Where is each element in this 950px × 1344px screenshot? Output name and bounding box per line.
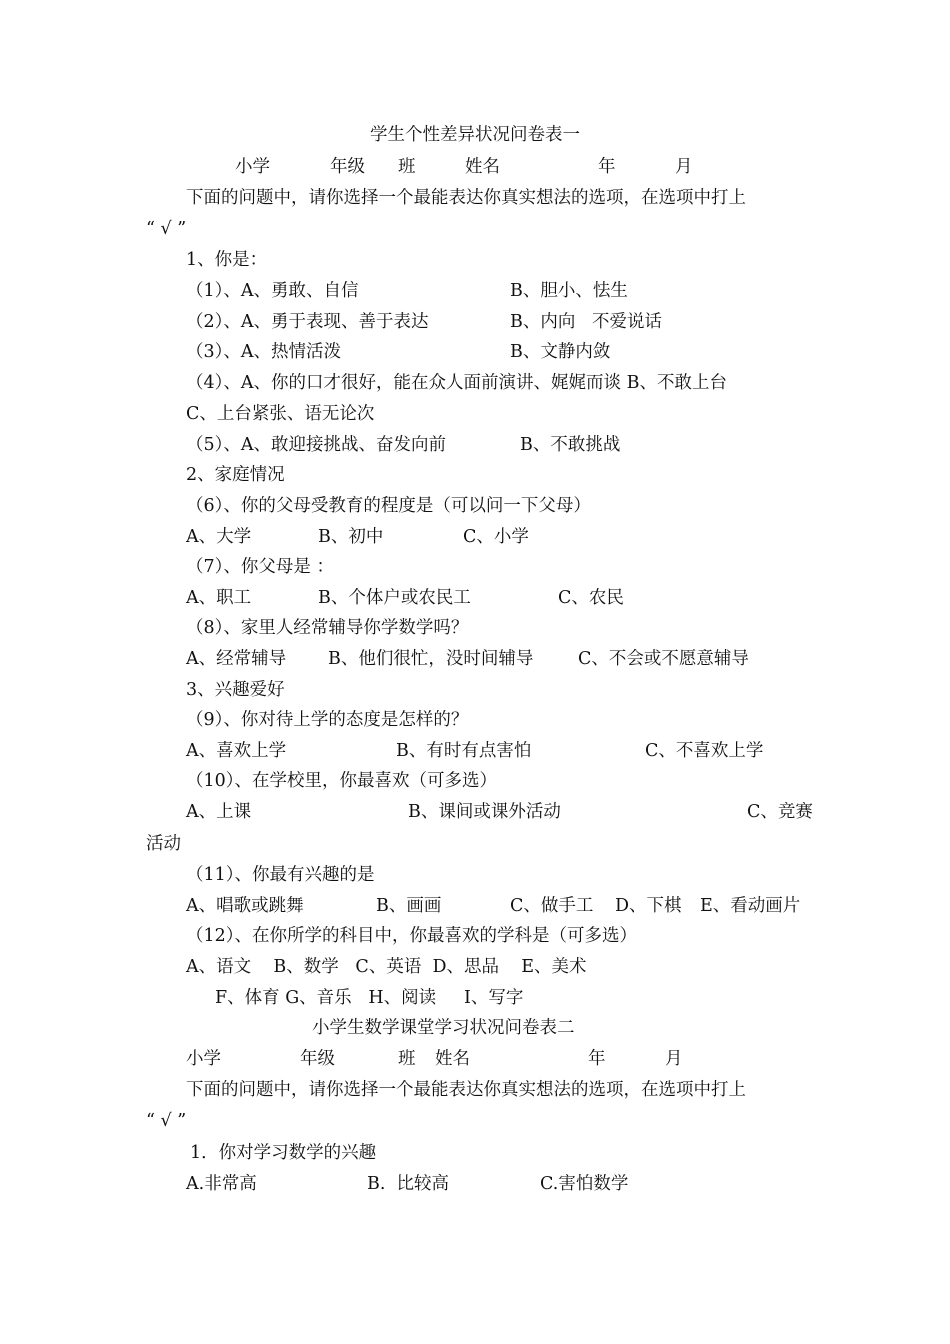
q11-stem: （11）、你最有兴趣的是 — [186, 865, 375, 885]
form1-header-class: 班 — [398, 157, 416, 177]
form2-instruction: 下面的问题中，请你选择一个最能表达你真实想法的选项，在选项中打上 — [186, 1080, 746, 1100]
form2-q1-option-c: C.害怕数学 — [540, 1174, 629, 1194]
q9-option-c: C、不喜欢上学 — [645, 741, 764, 761]
q5-option-b: B、不敢挑战 — [520, 435, 621, 455]
q4-line1: （4）、A、你的口才很好，能在众人面前演讲、娓娓而谈 B、不敢上台 — [186, 373, 727, 393]
form2-checkmark: “ √ ” — [146, 1111, 187, 1131]
section2-title: 2、家庭情况 — [186, 465, 285, 485]
form2-q1-stem: 1．你对学习数学的兴趣 — [190, 1143, 377, 1163]
q6-option-c: C、小学 — [463, 527, 529, 547]
q6-option-b: B、初中 — [318, 527, 384, 547]
q10-option-a: A、上课 — [186, 802, 252, 822]
q8-option-a: A、经常辅导 — [186, 649, 287, 669]
q12-options-row1: A、语文 B、数学 C、英语 D、思品 E、美术 — [186, 957, 587, 977]
q7-option-a: A、职工 — [186, 588, 252, 608]
q3-option-b: B、文静内敛 — [510, 342, 611, 362]
q6-stem: （6）、你的父母受教育的程度是（可以问一下父母） — [186, 496, 591, 516]
q11-option-a: A、唱歌或跳舞 — [186, 896, 304, 916]
q4-line2: C、上台紧张、语无论次 — [186, 404, 375, 424]
q1-stem: （1）、A、勇敢、自信 — [186, 281, 359, 301]
q7-stem: （7）、你父母是 ： — [186, 557, 334, 577]
form1-header-school: 小学 — [235, 157, 270, 177]
q11-option-e: E、看动画片 — [700, 896, 801, 916]
form2-title: 小学生数学课堂学习状况问卷表二 — [312, 1018, 575, 1038]
q10-option-b: B、课间或课外活动 — [408, 802, 561, 822]
q10-option-c-continued: 活动 — [146, 834, 181, 854]
form2-header-month: 月 — [665, 1049, 683, 1069]
form1-header-grade: 年级 — [330, 157, 365, 177]
form2-header-year: 年 — [588, 1049, 606, 1069]
q9-stem: （9）、你对待上学的态度是怎样的？ — [186, 710, 469, 730]
q7-option-b: B、个体户或农民工 — [318, 588, 471, 608]
form2-q1-option-b: B. 比较高 — [367, 1174, 450, 1194]
form1-header-year: 年 — [598, 157, 616, 177]
q5-stem: （5）、A、敢迎接挑战、奋发向前 — [186, 435, 447, 455]
form1-instruction: 下面的问题中，请你选择一个最能表达你真实想法的选项，在选项中打上 — [186, 188, 746, 208]
q6-option-a: A、大学 — [186, 527, 252, 547]
form1-header-month: 月 — [675, 157, 693, 177]
q7-option-c: C、农民 — [558, 588, 624, 608]
q11-option-c: C、做手工 — [510, 896, 594, 916]
q2-option-b: B、内向 不爱说话 — [510, 312, 663, 332]
q11-option-d: D、下棋 — [615, 896, 682, 916]
q8-option-c: C、不会或不愿意辅导 — [578, 649, 749, 669]
form2-q1-option-a: A.非常高 — [186, 1174, 257, 1194]
section3-title: 3、兴趣爱好 — [186, 680, 285, 700]
form1-title: 学生个性差异状况问卷表一 — [370, 125, 580, 145]
q11-option-b: B、画画 — [376, 896, 442, 916]
form2-header-grade: 年级 — [300, 1049, 335, 1069]
q9-option-b: B、有时有点害怕 — [396, 741, 532, 761]
q9-option-a: A、喜欢上学 — [186, 741, 287, 761]
q3-stem: （3）、A、热情活泼 — [186, 342, 342, 362]
q8-stem: （8）、家里人经常辅导你学数学吗？ — [186, 618, 469, 638]
q12-options-row2: F、体育 G、音乐 H、阅读 I、写字 — [215, 988, 524, 1008]
form2-header-class: 班 — [398, 1049, 416, 1069]
q10-stem: （10）、在学校里，你最喜欢（可多选） — [186, 771, 498, 791]
form2-header-school: 小学 — [186, 1049, 221, 1069]
q2-stem: （2）、A、勇于表现、善于表达 — [186, 312, 429, 332]
q1-option-b: B、胆小、怯生 — [510, 281, 628, 301]
form1-checkmark: “ √ ” — [146, 219, 187, 239]
q8-option-b: B、他们很忙，没时间辅导 — [328, 649, 534, 669]
section1-title: 1、你是： — [186, 250, 268, 270]
form1-header-name: 姓名 — [465, 157, 500, 177]
form2-header-name: 姓名 — [435, 1049, 470, 1069]
q10-option-c: C、竞赛 — [747, 802, 813, 822]
q12-stem: （12）、在你所学的科目中，你最喜欢的学科是（可多选） — [186, 926, 638, 946]
